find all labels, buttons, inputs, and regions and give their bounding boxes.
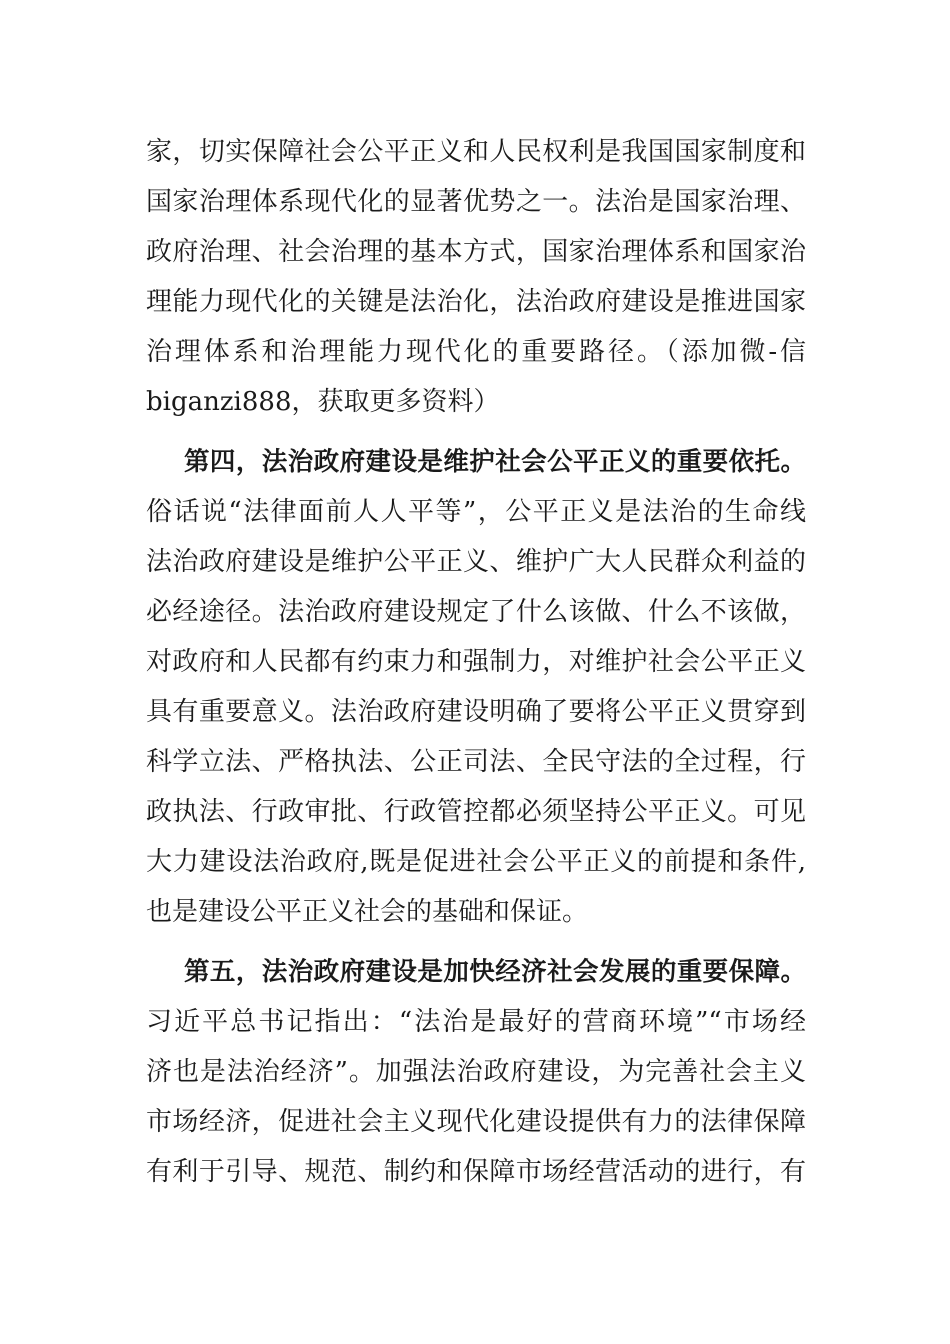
paragraph-1-line-2: 国家治理体系现代化的显著优势之一。法治是国家治理、 bbox=[146, 187, 806, 217]
paragraph-1-line-5: 治理体系和治理能力现代化的重要路径。（添加微-信 bbox=[146, 337, 806, 367]
paragraph-4-line-7: 政执法、行政审批、行政管控都必须坚持公平正义。可见 bbox=[146, 797, 806, 827]
paragraph-1-line-3: 政府治理、社会治理的基本方式，国家治理体系和国家治 bbox=[146, 237, 806, 267]
paragraph-5-line-4: 有利于引导、规范、制约和保障市场经营活动的进行，有 bbox=[146, 1157, 806, 1187]
paragraph-5-line-3: 市场经济，促进社会主义现代化建设提供有力的法律保障 bbox=[146, 1107, 806, 1137]
paragraph-5-line-2: 济也是法治经济”。加强法治政府建设，为完善社会主义 bbox=[146, 1057, 806, 1087]
section-heading-4: 第四，法治政府建设是维护社会公平正义的重要依托。 bbox=[184, 447, 806, 477]
paragraph-4-line-8: 大力建设法治政府,既是促进社会公平正义的前提和条件, bbox=[146, 847, 806, 877]
paragraph-1-line-4: 理能力现代化的关键是法治化，法治政府建设是推进国家 bbox=[146, 287, 806, 317]
paragraph-4-line-2: 法治政府建设是维护公平正义、维护广大人民群众利益的 bbox=[146, 547, 806, 577]
paragraph-4-line-3: 必经途径。法治政府建设规定了什么该做、什么不该做， bbox=[146, 597, 806, 627]
paragraph-1-line-1: 家，切实保障社会公平正义和人民权利是我国国家制度和 bbox=[146, 137, 806, 167]
paragraph-4-line-5: 具有重要意义。法治政府建设明确了要将公平正义贯穿到 bbox=[146, 697, 806, 727]
paragraph-5-line-1: 习近平总书记指出：“法治是最好的营商环境”“市场经 bbox=[146, 1007, 806, 1037]
paragraph-4-line-6: 科学立法、严格执法、公正司法、全民守法的全过程，行 bbox=[146, 747, 806, 777]
paragraph-4-line-4: 对政府和人民都有约束力和强制力，对维护社会公平正义 bbox=[146, 647, 806, 677]
paragraph-4-line-9: 也是建设公平正义社会的基础和保证。 bbox=[146, 897, 589, 927]
paragraph-4-line-1: 俗话说“法律面前人人平等”，公平正义是法治的生命线 bbox=[146, 497, 806, 527]
section-heading-5: 第五，法治政府建设是加快经济社会发展的重要保障。 bbox=[184, 957, 806, 987]
paragraph-1-line-6: biganzi888，获取更多资料） bbox=[146, 387, 500, 417]
